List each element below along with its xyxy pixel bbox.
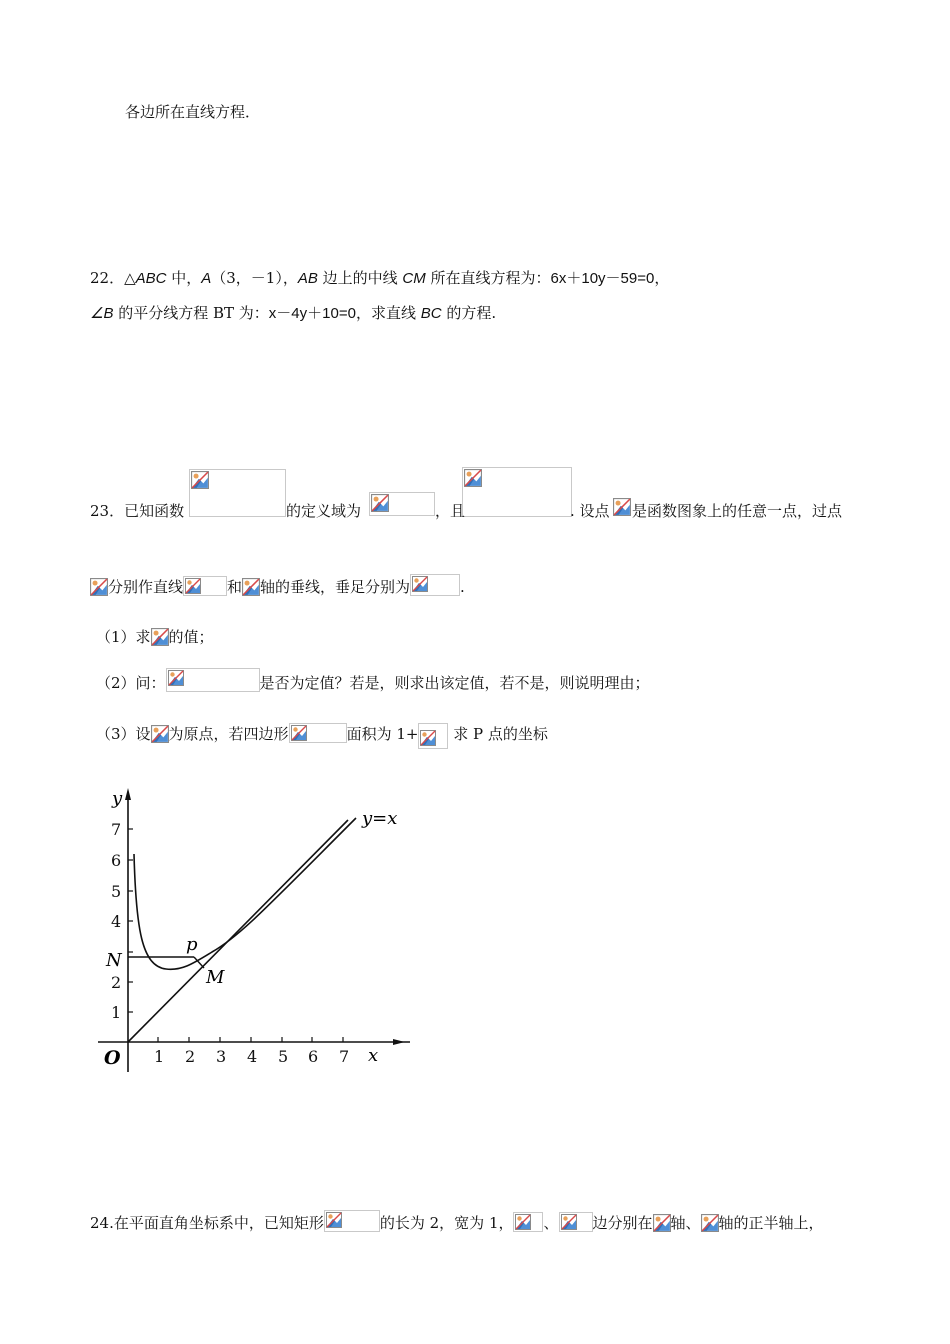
y-tick-label: 7 xyxy=(111,820,122,839)
x-tick-label: 1 xyxy=(154,1047,165,1066)
text: 边分别在 xyxy=(592,1214,653,1232)
side-ab: AB xyxy=(297,270,318,287)
q23-text-4: . 设点 xyxy=(570,502,610,520)
image-placeholder xyxy=(289,723,347,743)
y-tick-label: 2 xyxy=(111,973,122,992)
q22-line2 xyxy=(90,303,496,324)
broken-image-icon xyxy=(185,578,201,594)
text: . xyxy=(460,578,465,596)
broken-image-icon xyxy=(653,1214,671,1232)
text: （3）设 xyxy=(96,725,151,743)
broken-image-icon xyxy=(90,578,108,596)
q22-line1 xyxy=(90,268,669,289)
function-graph-figure xyxy=(90,780,410,1080)
line-label: y=x xyxy=(362,808,398,829)
triangle-name: ABC xyxy=(135,270,167,287)
q21-tail-text: 各边所在直线方程． xyxy=(125,103,261,121)
text: 边上的中线 xyxy=(317,269,403,287)
y-tick-label: 6 xyxy=(111,851,122,870)
image-placeholder xyxy=(559,1212,593,1232)
x-tick-label: 4 xyxy=(247,1047,258,1066)
broken-image-icon xyxy=(561,1214,577,1230)
broken-image-icon xyxy=(412,576,428,592)
q23-line2 xyxy=(90,574,465,597)
text: 24.在平面直角坐标系中，已知矩形 xyxy=(90,1214,324,1232)
y-axis-label: y xyxy=(112,788,123,809)
q24-line xyxy=(90,1210,824,1233)
broken-image-icon xyxy=(291,725,307,741)
q22-number: 22．△ xyxy=(90,269,136,287)
text: 轴的正半轴上， xyxy=(718,1214,824,1232)
broken-image-icon xyxy=(168,670,184,686)
text: （2）问： xyxy=(96,674,166,692)
side-bc: BC xyxy=(420,305,442,322)
text: 中， xyxy=(166,269,202,287)
broken-image-icon xyxy=(701,1214,719,1232)
q23-text-2: 的定义域为 xyxy=(286,502,362,520)
q23-sub2 xyxy=(96,668,650,693)
broken-image-icon xyxy=(151,628,169,646)
text: （1）求 xyxy=(96,628,151,646)
text: 所在直线方程为： xyxy=(425,269,551,287)
image-placeholder xyxy=(418,723,448,749)
image-placeholder xyxy=(410,574,460,596)
q23-text-5: 是函数图象上的任意一点，过点 xyxy=(632,502,843,520)
broken-image-icon xyxy=(613,498,631,516)
origin-label: O xyxy=(104,1047,121,1069)
text: 的平分线方程 BT 为： xyxy=(113,304,269,322)
text: 分别作直线 xyxy=(108,578,184,596)
angle-b: ∠B xyxy=(90,305,114,322)
x-tick-label: 5 xyxy=(278,1047,289,1066)
image-placeholder xyxy=(513,1212,543,1232)
text: 面积为 1+ xyxy=(346,725,419,743)
y-tick-label: 1 xyxy=(111,1003,122,1022)
text: 轴的垂线，垂足分别为 xyxy=(260,578,411,596)
x-axis-label: x xyxy=(368,1045,379,1066)
image-placeholder-domain xyxy=(369,492,435,516)
text: 和 xyxy=(227,578,243,596)
text: 求 P 点的坐标 xyxy=(448,725,548,743)
image-placeholder-condition xyxy=(462,467,572,517)
x-axis-arrow xyxy=(393,1039,405,1045)
y-axis-arrow xyxy=(125,788,131,800)
text: 是否为定值？若是，则求出该定值，若不是，则说明理由； xyxy=(259,674,650,692)
text: 为原点，若四边形 xyxy=(168,725,289,743)
broken-image-icon xyxy=(420,730,436,746)
text: 轴、 xyxy=(670,1214,701,1232)
function-curve xyxy=(134,818,356,969)
x-tick-label: 2 xyxy=(185,1047,196,1066)
image-placeholder-function xyxy=(189,469,286,517)
y-tick-label: 5 xyxy=(111,882,122,901)
image-placeholder xyxy=(166,668,260,692)
q23-sub1 xyxy=(96,627,214,647)
broken-image-icon xyxy=(371,494,389,512)
n-label: N xyxy=(106,950,122,971)
median-cm: CM xyxy=(402,270,426,287)
x-tick-label: 3 xyxy=(216,1047,227,1066)
broken-image-icon xyxy=(464,469,482,487)
q23-text-3: ，且 xyxy=(435,502,466,520)
q23-sub3 xyxy=(96,723,548,749)
text: 的长为 2，宽为 1， xyxy=(379,1214,514,1232)
text: （3，－1）， xyxy=(211,269,298,287)
q23-text-1: 23．已知函数 xyxy=(90,502,185,520)
equation-cm: 6x＋10y－59=0， xyxy=(550,270,670,287)
text: 、 xyxy=(543,1214,559,1232)
text: ，求直线 xyxy=(355,304,421,322)
broken-image-icon xyxy=(242,578,260,596)
broken-image-icon xyxy=(515,1214,531,1230)
broken-image-icon xyxy=(151,725,169,743)
image-placeholder xyxy=(324,1210,380,1232)
image-placeholder xyxy=(183,576,227,596)
x-tick-label: 6 xyxy=(308,1047,319,1066)
m-label: M xyxy=(206,967,225,988)
equation-bt: x－4y＋10=0 xyxy=(268,305,356,322)
text: 的方程. xyxy=(441,304,497,322)
line-y-equals-x xyxy=(128,820,348,1042)
broken-image-icon xyxy=(326,1212,342,1228)
y-tick-label: 4 xyxy=(111,912,122,931)
broken-image-icon xyxy=(191,471,209,489)
p-label: p xyxy=(186,934,198,955)
point-a: A xyxy=(201,270,212,287)
text: 的值； xyxy=(168,628,214,646)
x-tick-label: 7 xyxy=(339,1047,350,1066)
